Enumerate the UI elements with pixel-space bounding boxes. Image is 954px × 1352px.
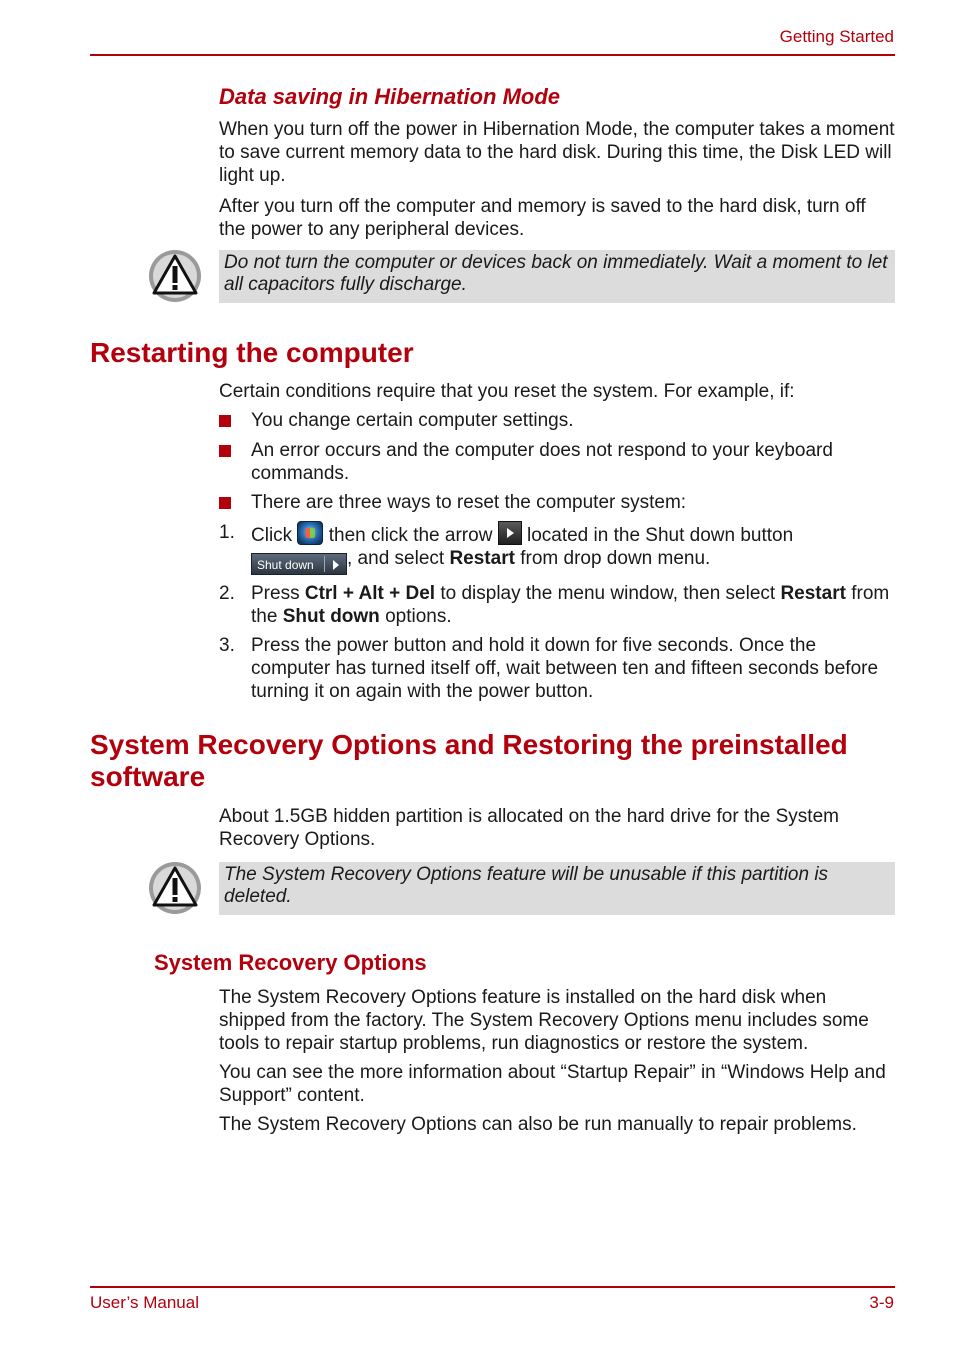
paragraph: Certain conditions require that you reset the system. For example, if: (219, 381, 795, 402)
recovery-body (219, 986, 895, 1136)
chevron-right-icon (333, 560, 339, 570)
list-item: You change certain computer settings. (219, 409, 895, 432)
step-2: 2. Press Ctrl + Alt + Del to display the menu window, then select Restart from the Shut down options. (219, 583, 890, 627)
hibernation-body (219, 118, 895, 241)
bullet-icon (219, 497, 231, 509)
paragraph: When you turn off the power in Hibernation Mode, the computer takes a moment to save current memory data to the hard disk. During this time, the Disk LED will light up. (219, 119, 895, 186)
section-title-recovery: System Recovery Options and Restoring the preinstalled software (90, 729, 848, 792)
shutdown-button-image: Shut down (251, 553, 347, 575)
bullet-icon (219, 415, 231, 427)
caution-note-recovery: The System Recovery Options feature will be unusable if this partition is deleted. (219, 862, 895, 915)
restart-body (219, 380, 895, 703)
list-item: There are three ways to reset the computer system: (219, 491, 895, 514)
caution-note-hibernation: Do not turn the computer or devices back on immediately. Wait a moment to let all capacitors fully discharge. (219, 250, 895, 303)
paragraph: After you turn off the computer and memory is saved to the hard disk, turn off the power to any peripheral devices. (219, 196, 866, 240)
step-3: 3. Press the power button and hold it down for five seconds. Once the computer has turned itself off, wait between ten and fifteen seconds before turning it on again with the power button. (219, 635, 879, 702)
paragraph: The System Recovery Options feature is installed on the hard disk when shipped from the factory. The System Recovery Options menu includes some tools to repair startup problems, run diagnostics or restore the system. (219, 987, 869, 1054)
header-rule (90, 54, 895, 56)
recovery-intro: About 1.5GB hidden partition is allocated on the hard drive for the System Recovery Options. (219, 806, 839, 850)
header-chapter: Getting Started (779, 27, 894, 46)
warning-icon (147, 248, 203, 304)
paragraph: You can see the more information about “Startup Repair” in “Windows Help and Support” content. (219, 1062, 886, 1106)
subsection-title-recovery-options: System Recovery Options (154, 950, 427, 975)
bullet-icon (219, 445, 231, 457)
subsection-title-hibernation: Data saving in Hibernation Mode (219, 84, 561, 109)
footer-rule (90, 1286, 895, 1288)
section-title-restart: Restarting the computer (90, 337, 414, 368)
page-number: 3-9 (869, 1293, 894, 1312)
paragraph: The System Recovery Options can also be run manually to repair problems. (219, 1114, 857, 1135)
windows-start-icon (297, 521, 323, 545)
footer-manual-title: User’s Manual (90, 1293, 199, 1312)
list-item: An error occurs and the computer does not respond to your keyboard commands. (219, 439, 895, 485)
arrow-right-icon (498, 521, 522, 545)
step-1: 1. Click then click the arrow located in the Shut down button Shut down , and select Restart from drop down menu. (219, 521, 895, 575)
warning-icon (147, 860, 203, 916)
